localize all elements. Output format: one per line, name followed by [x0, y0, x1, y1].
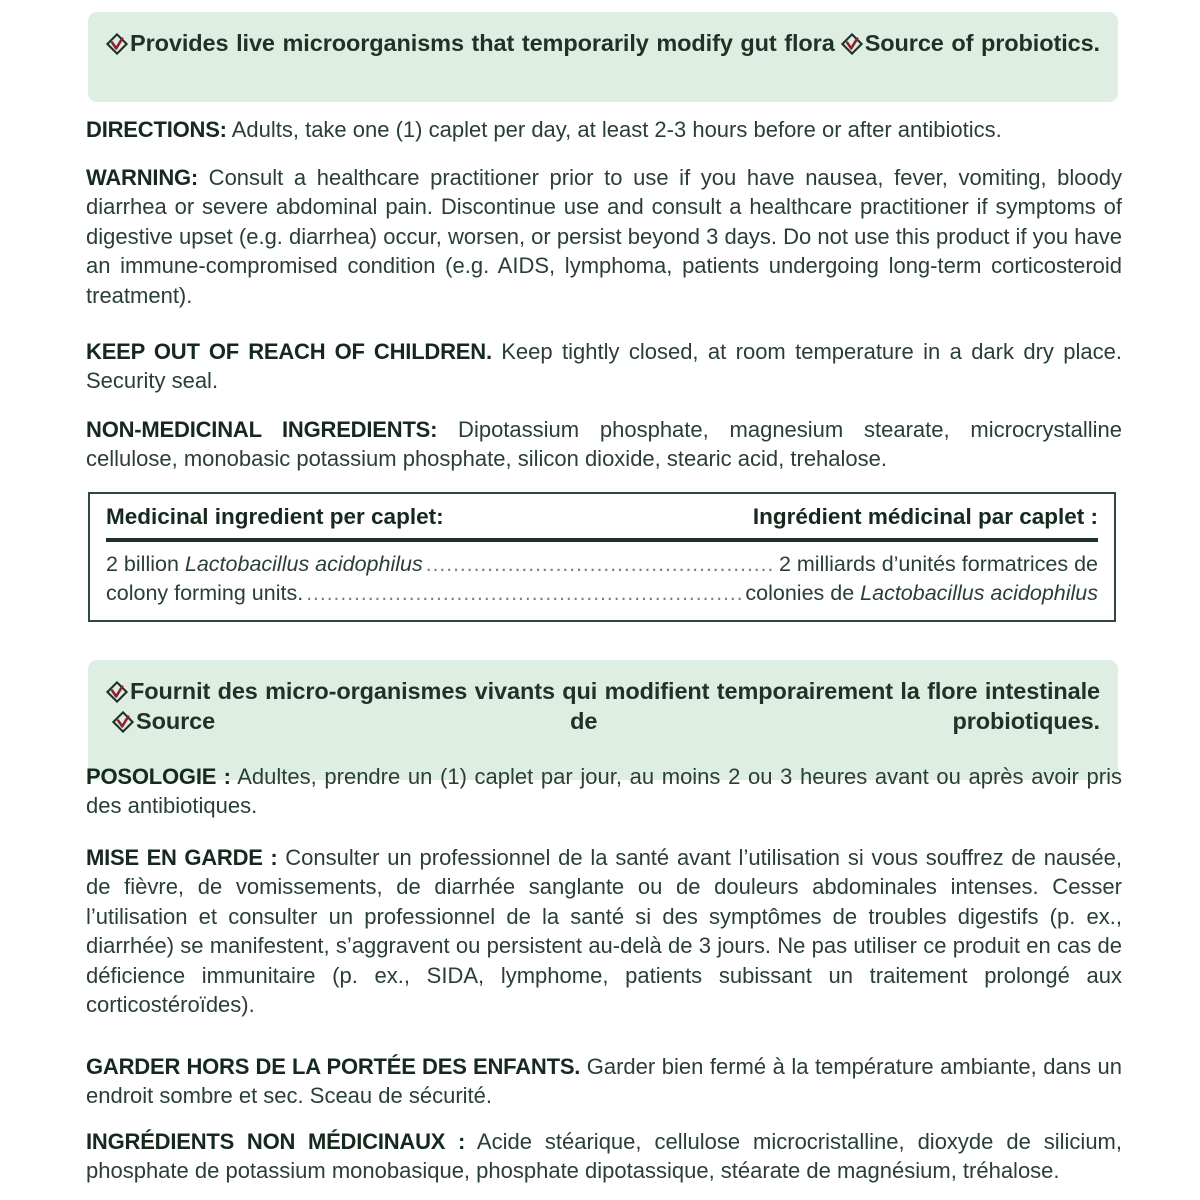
posologie-heading: POSOLOGIE :: [86, 764, 231, 789]
diamond-check-icon: [841, 33, 863, 55]
diamond-check-icon: [106, 33, 128, 55]
leader-dots: [426, 551, 776, 579]
medicinal-row2-right-species: Lactobacillus acidophilus: [860, 580, 1098, 605]
medicinal-row1-left-amount: 2 billion: [106, 552, 185, 576]
claims-text-english: [106, 28, 1100, 88]
table-row: [106, 550, 1098, 579]
section-posologie-french: [86, 762, 1122, 821]
diamond-check-icon: [106, 681, 128, 703]
warning-heading: WARNING:: [86, 165, 199, 190]
ingredients-non-medicinaux-body: Acide stéarique, cellulose microcristalline, dioxyde de silicium, phosphate de potassium monobasique, phosphate dipotassique, stéarate de magnésium, tréhalose.: [86, 1129, 1122, 1184]
mise-en-garde-heading: MISE EN GARDE :: [86, 845, 278, 870]
diamond-check-icon: [112, 711, 134, 733]
keep-out-heading: KEEP OUT OF REACH OF CHILDREN.: [86, 339, 492, 364]
claim-text-1-english: Provides live microorganisms that temporarily modify gut flora: [130, 30, 835, 56]
medicinal-table-header-row: [106, 504, 1098, 536]
non-medicinal-body: Dipotassium phosphate, magnesium stearate, microcrystalline cellulose, monobasic potassium phosphate, silicon dioxide, stearic acid, trehalose.: [86, 417, 1122, 472]
section-keep-out-of-reach-english: [86, 337, 1122, 396]
section-warning-english: [86, 163, 1122, 310]
warning-body: Consult a healthcare practitioner prior to use if you have nausea, fever, vomiting, bloody diarrhea or severe abdominal pain. Discontinue use and consult a healthcare practitioner if symptoms of digestive upset (e.g. diarrhea) occur, worsen, or persist beyond 3 days. Do not use this product if you have an immune-compromised condition (e.g. AIDS, lymphoma, patients undergoing long-term corticosteroid treatment).: [86, 165, 1122, 308]
leader-dots: [306, 580, 742, 608]
directions-heading: DIRECTIONS:: [86, 117, 227, 142]
medicinal-row1-left: [106, 550, 423, 579]
medicinal-row1-right: 2 milliards d’unités formatrices de: [778, 552, 1098, 576]
claim-text-2-french: Source de probiotiques.: [136, 708, 1100, 735]
claim-text-2-english: Source of probiotics.: [864, 30, 1100, 56]
medicinal-ingredient-table: [88, 492, 1116, 622]
medicinal-header-english: Medicinal ingredient per caplet:: [106, 504, 444, 529]
medicinal-row2-right: [745, 579, 1098, 608]
medicinal-row2-left: colony forming units.: [106, 580, 304, 605]
posologie-body: Adultes, prendre un (1) caplet par jour, au moins 2 ou 3 heures avant ou après avoir pris des antibiotiques.: [86, 764, 1122, 819]
medicinal-table-divider: [106, 538, 1098, 542]
mise-en-garde-body: Consulter un professionnel de la santé avant l’utilisation si vous souffrez de nausée, de fièvre, de vomissements, de diarrhée sanglante ou de douleurs abdominales intenses. Cesser l’utilisation et consulter un professionnel de la santé si des symptômes de troubles digestifs (p. ex., diarrhée) se manifestent, s’aggravent ou persistent au-delà de 3 jours. Ne pas utiliser ce produit en cas de déficience immunitaire (p. ex., SIDA, lymphome, patients subissant un traitement prolongé aux corticostéroïdes).: [86, 845, 1122, 1018]
section-directions-english: [86, 115, 1122, 144]
section-non-medicinal-ingredients-english: [86, 415, 1122, 474]
table-row: [106, 579, 1098, 608]
garder-heading: GARDER HORS DE LA PORTÉE DES ENFANTS.: [86, 1054, 581, 1079]
garder-body: Garder bien fermé à la température ambiante, dans un endroit sombre et sec. Sceau de sécurité.: [86, 1054, 1122, 1109]
section-mise-en-garde-french: [86, 843, 1122, 1020]
medicinal-row2-right-prefix: colonies de: [745, 580, 861, 605]
claims-banner-english: [88, 12, 1118, 102]
claims-text-french: [106, 676, 1100, 766]
keep-out-body: Keep tightly closed, at room temperature in a dark dry place. Security seal.: [86, 339, 1122, 394]
claim-text-1-french: Fournit des micro-organismes vivants qui modifient temporairement la flore intestinale: [130, 678, 1100, 704]
non-medicinal-heading: NON-MEDICINAL INGREDIENTS:: [86, 417, 438, 442]
directions-body: Adults, take one (1) caplet per day, at least 2-3 hours before or after antibiotics.: [226, 117, 1002, 142]
section-ingredients-non-medicinaux-french: [86, 1127, 1122, 1186]
section-garder-hors-portee-french: [86, 1052, 1122, 1111]
medicinal-row1-left-species: Lactobacillus acidophilus: [184, 552, 423, 576]
medicinal-header-french: Ingrédient médicinal par caplet :: [752, 504, 1098, 529]
ingredients-non-medicinaux-heading: INGRÉDIENTS NON MÉDICINAUX :: [86, 1129, 466, 1154]
